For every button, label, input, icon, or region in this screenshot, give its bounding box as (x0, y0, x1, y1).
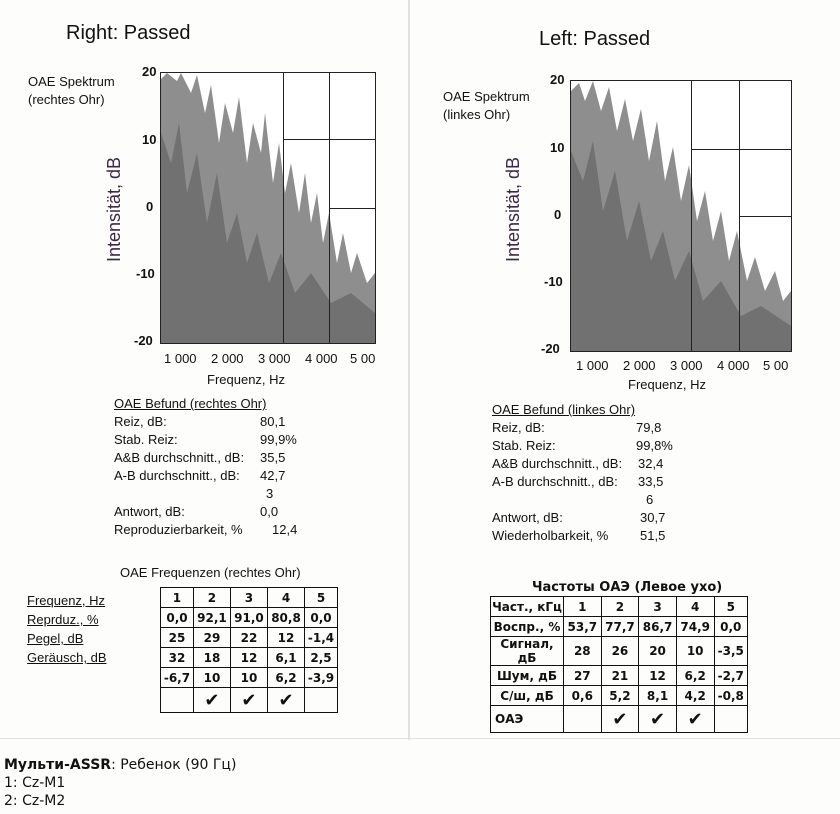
befund-label: A-B durchschnitt., dB: (492, 474, 618, 489)
table-cell: 5 (714, 597, 748, 617)
table-cell: -3,5 (714, 637, 748, 666)
befund-label: A-B durchschnitt., dB: (114, 468, 240, 483)
electrode-line-1: 1: Cz-M1 (4, 775, 66, 791)
left-xtick: 3 000 (670, 358, 703, 373)
table-cell: -1,4 (305, 628, 338, 648)
table-cell: 4 (676, 597, 714, 617)
table-cell: 20 (639, 637, 677, 666)
right-y-axis-label: Intensität, dB (104, 156, 124, 262)
left-ytick: 0 (554, 207, 562, 222)
table-cell: 8,1 (639, 686, 677, 706)
table-cell: 80,8 (267, 608, 304, 628)
table-row (161, 688, 338, 713)
table-cell: 27 (564, 666, 602, 686)
left-xtick: 5 00 (763, 358, 789, 373)
left-ytick: 20 (550, 72, 565, 87)
befund-value: 35,5 (260, 450, 286, 465)
row-label: Reprduz., % (27, 612, 99, 627)
spectrum-label-line2: (rechtes Ohr) (28, 92, 105, 107)
left-frequency-title: Частоты ОАЭ (Левое ухо) (532, 580, 723, 595)
table-cell: 53,7 (564, 617, 602, 637)
right-spectrum-plot (160, 72, 376, 344)
table-cell: 0,0 (714, 617, 748, 637)
table-cell: 92,1 (193, 608, 230, 628)
befund-value: 42,7 (260, 468, 286, 483)
befund-value: 99,8% (636, 438, 673, 453)
table-cell: 3 (639, 597, 677, 617)
table-header-row (491, 597, 748, 617)
table-cell: 2 (601, 597, 639, 617)
table-cell: 0,6 (564, 686, 602, 706)
table-cell: Сигнал, дБ (491, 637, 564, 666)
check-icon: ✔ (676, 706, 714, 733)
table-cell: Воспр., % (491, 617, 564, 637)
right-ytick: 20 (142, 64, 157, 79)
bottom-divider (0, 738, 840, 739)
table-cell: 4 (267, 588, 304, 608)
table-cell: 21 (601, 666, 639, 686)
table-row (491, 706, 748, 733)
befund-label: Antwort, dB: (492, 510, 563, 525)
table-header-row (161, 588, 338, 608)
row-label: Geräusch, dB (27, 650, 107, 665)
table-cell: 6,2 (676, 666, 714, 686)
table-cell: -6,7 (161, 668, 194, 688)
table-cell: ОАЭ (491, 706, 564, 733)
left-befund-title: OAE Befund (linkes Ohr) (492, 402, 636, 417)
befund-label: Reproduzierbarkeit, % (114, 522, 243, 537)
assr-value: : Ребенок (90 Гц) (111, 757, 237, 773)
left-ytick: 10 (550, 140, 565, 155)
left-spectrum-label (443, 88, 530, 124)
right-xtick: 4 000 (305, 351, 338, 366)
table-cell: 12 (639, 666, 677, 686)
right-ytick: 0 (146, 199, 154, 214)
table-cell: 29 (193, 628, 230, 648)
right-ytick: -10 (136, 266, 155, 281)
right-frequency-title: OAE Frequenzen (rechtes Ohr) (120, 565, 301, 580)
befund-value: 99,9% (260, 432, 297, 447)
left-xtick: 1 000 (576, 358, 609, 373)
befund-label: Stab. Reiz: (114, 432, 178, 447)
check-icon: ✔ (230, 688, 267, 713)
table-row (161, 628, 338, 648)
table-cell (564, 706, 602, 733)
table-cell: 2 (193, 588, 230, 608)
table-cell: 1 (564, 597, 602, 617)
right-xtick: 2 000 (211, 351, 244, 366)
table-cell: 32 (161, 648, 194, 668)
table-row (491, 686, 748, 706)
left-frequency-table (490, 596, 748, 733)
left-xtick: 4 000 (717, 358, 750, 373)
check-icon: ✔ (601, 706, 639, 733)
right-ytick: -20 (134, 333, 153, 348)
befund-value: 51,5 (640, 528, 666, 543)
befund-label: A&B durchschnitt., dB: (492, 456, 623, 471)
table-cell: 28 (564, 637, 602, 666)
right-x-axis-label: Frequenz, Hz (207, 372, 286, 387)
right-frequency-table (160, 587, 338, 713)
table-row (161, 648, 338, 668)
table-cell: С/ш, дБ (491, 686, 564, 706)
befund-label: Stab. Reiz: (492, 438, 556, 453)
table-row (491, 666, 748, 686)
table-row (161, 608, 338, 628)
table-cell: -2,7 (714, 666, 748, 686)
table-cell: 1 (161, 588, 194, 608)
check-icon: ✔ (639, 706, 677, 733)
right-xtick: 1 000 (164, 351, 197, 366)
befund-value: 3 (266, 486, 274, 501)
table-cell: 74,9 (676, 617, 714, 637)
befund-value: 0,0 (260, 504, 279, 519)
table-cell: 22 (230, 628, 267, 648)
table-cell: 5 (305, 588, 338, 608)
table-cell: 12 (230, 648, 267, 668)
befund-value: 33,5 (638, 474, 664, 489)
assr-line (4, 757, 236, 773)
table-cell: 12 (267, 628, 304, 648)
table-cell: -3,9 (305, 668, 338, 688)
befund-value: 6 (646, 492, 654, 507)
left-ytick: -10 (544, 274, 563, 289)
befund-value: 79,8 (636, 420, 662, 435)
right-xtick: 3 000 (258, 351, 291, 366)
table-cell: 6,2 (267, 668, 304, 688)
row-label: Frequenz, Hz (27, 593, 106, 608)
table-row (491, 617, 748, 637)
table-cell: 77,7 (601, 617, 639, 637)
table-cell: 91,0 (230, 608, 267, 628)
right-ytick: 10 (142, 132, 157, 147)
left-xtick: 2 000 (623, 358, 656, 373)
table-cell (305, 688, 338, 713)
left-x-axis-label: Frequenz, Hz (628, 377, 707, 392)
column-divider (408, 0, 410, 740)
table-cell (714, 706, 748, 733)
table-cell: 5,2 (601, 686, 639, 706)
left-ytick: -20 (541, 341, 560, 356)
table-cell: 86,7 (639, 617, 677, 637)
befund-value: 30,7 (640, 510, 666, 525)
befund-label: Reiz, dB: (492, 420, 545, 435)
befund-value: 80,1 (260, 414, 286, 429)
check-icon: ✔ (193, 688, 230, 713)
befund-label: A&B durchschnitt., dB: (114, 450, 245, 465)
row-label: Pegel, dB (27, 631, 84, 646)
table-cell: Шум, дБ (491, 666, 564, 686)
right-spectrum-label (28, 73, 115, 109)
table-cell: 6,1 (267, 648, 304, 668)
table-cell: 25 (161, 628, 194, 648)
right-befund-title: OAE Befund (rechtes Ohr) (114, 396, 267, 411)
befund-label: Antwort, dB: (114, 504, 185, 519)
assr-label: Мульти-ASSR (4, 757, 112, 773)
right-xtick: 5 00 (350, 351, 376, 366)
befund-label: Reiz, dB: (114, 414, 167, 429)
electrode-line-2: 2: Cz-M2 (4, 793, 66, 809)
table-cell: 10 (193, 668, 230, 688)
left-y-axis-label: Intensität, dB (503, 156, 523, 262)
table-row (491, 637, 748, 666)
spectrum-label-line1: OAE Spektrum (28, 74, 115, 89)
befund-value: 32,4 (638, 456, 664, 471)
left-ear-title: Left: Passed (539, 28, 651, 50)
befund-value: 12,4 (272, 522, 298, 537)
table-cell: 18 (193, 648, 230, 668)
table-cell: 3 (230, 588, 267, 608)
left-spectrum-plot (570, 80, 792, 352)
table-cell: 26 (601, 637, 639, 666)
table-cell (161, 688, 194, 713)
befund-label: Wiederholbarkeit, % (492, 528, 609, 543)
table-cell: 10 (230, 668, 267, 688)
table-cell: 0,0 (305, 608, 338, 628)
spectrum-label-line2: (linkes Ohr) (443, 107, 511, 122)
table-cell: 0,0 (161, 608, 194, 628)
table-cell: 10 (676, 637, 714, 666)
table-cell: Част., кГц (491, 597, 564, 617)
table-cell: 4,2 (676, 686, 714, 706)
check-icon: ✔ (267, 688, 304, 713)
table-cell: 2,5 (305, 648, 338, 668)
table-cell: -0,8 (714, 686, 748, 706)
spectrum-label-line1: OAE Spektrum (443, 89, 530, 104)
table-row (161, 668, 338, 688)
right-ear-title: Right: Passed (66, 22, 191, 44)
